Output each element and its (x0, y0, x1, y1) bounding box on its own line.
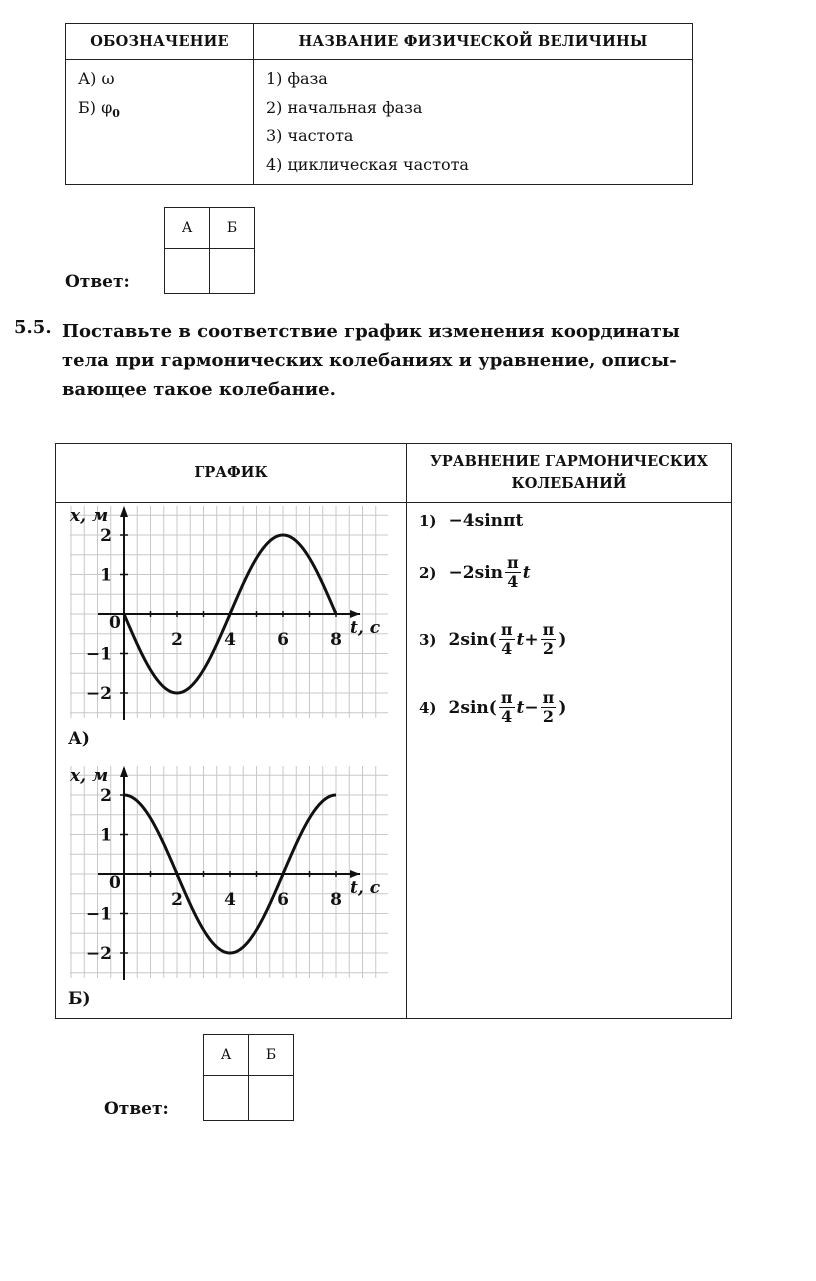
y-axis-label: x, м (70, 766, 109, 786)
x-tick-label: 4 (224, 630, 236, 650)
quantity-item: 3) частота (266, 126, 354, 146)
answer-cell-a[interactable] (204, 1076, 249, 1121)
notation-table (65, 23, 693, 185)
header-notation: ОБОЗНАЧЕНИЕ (66, 24, 254, 60)
quantity-item: 2) начальная фаза (266, 97, 423, 117)
y-tick-label: −1 (85, 644, 112, 665)
answer-col-b: Б (249, 1035, 294, 1076)
equation-4: 4) 2sin( $\frac{\pi}{4}$ t− $\frac{\pi}{2}$ ) (419, 688, 567, 726)
notation-item-a: А) ω (78, 69, 115, 88)
y-tick-label: −2 (85, 944, 112, 964)
x-tick-label: 8 (330, 630, 342, 650)
y-tick-label: 2 (100, 786, 112, 806)
origin-label: 0 (109, 873, 121, 893)
header-equation: УРАВНЕНИЕ ГАРМОНИЧЕСКИХ КОЛЕБАНИЙ (407, 444, 732, 503)
graph-label: Б) (68, 989, 91, 1009)
answer-grid (203, 1034, 294, 1121)
answer-label: Ответ: (65, 272, 130, 292)
x-axis-arrow (350, 610, 360, 618)
x-axis-label: t, с (350, 618, 381, 638)
header-quantity-name: НАЗВАНИЕ ФИЗИЧЕСКОЙ ВЕЛИЧИНЫ (254, 24, 693, 60)
x-axis-label: t, с (350, 878, 381, 898)
y-tick-label: 1 (100, 565, 112, 586)
x-tick-label: 8 (330, 890, 342, 910)
answer-col-a: А (165, 208, 210, 249)
answer-col-b: Б (210, 208, 255, 249)
task-text: Поставьте в соответствие график изменения координаты тела при гармонических колебаниях и уравнение, описы- вающее такое колебание. (62, 321, 680, 400)
answer-cell-b[interactable] (249, 1076, 294, 1121)
x-axis-arrow (350, 870, 360, 878)
equation-2: 2) −2sin $\frac{\pi}{4}$ t (419, 553, 531, 591)
y-tick-label: 2 (100, 526, 112, 546)
x-tick-label: 2 (171, 630, 183, 650)
y-axis-arrow (120, 506, 128, 517)
answer-label: Ответ: (104, 1099, 169, 1119)
y-axis-arrow (120, 766, 128, 777)
y-tick-label: −1 (85, 904, 112, 925)
answer-col-a: А (204, 1035, 249, 1076)
x-tick-label: 4 (224, 890, 236, 910)
x-tick-label: 6 (277, 890, 289, 910)
x-tick-label: 6 (277, 630, 289, 650)
task-number: 5.5. (14, 317, 52, 338)
answer-cell-b[interactable] (210, 249, 255, 294)
origin-label: 0 (109, 613, 121, 633)
y-tick-label: 1 (100, 825, 112, 846)
graph-a (60, 502, 400, 757)
equation-1: 1) −4sinπt (419, 511, 524, 531)
notation-cell (66, 60, 254, 185)
equation-3: 3) 2sin( $\frac{\pi}{4}$ t+ $\frac{\pi}{2}$ ) (419, 620, 567, 658)
quantity-cell (254, 60, 693, 185)
quantity-item: 1) фаза (266, 69, 328, 88)
graph-b (60, 762, 400, 1017)
y-axis-label: x, м (70, 506, 109, 526)
quantity-item: 4) циклическая частота (266, 155, 469, 175)
graph-label: А) (68, 729, 90, 749)
x-tick-label: 2 (171, 890, 183, 910)
answer-cell-a[interactable] (165, 249, 210, 294)
answer-grid (164, 207, 255, 294)
notation-item-b: Б) $\varphi_0$ (78, 97, 120, 120)
y-tick-label: −2 (85, 684, 112, 704)
header-graph: ГРАФИК (56, 444, 407, 503)
